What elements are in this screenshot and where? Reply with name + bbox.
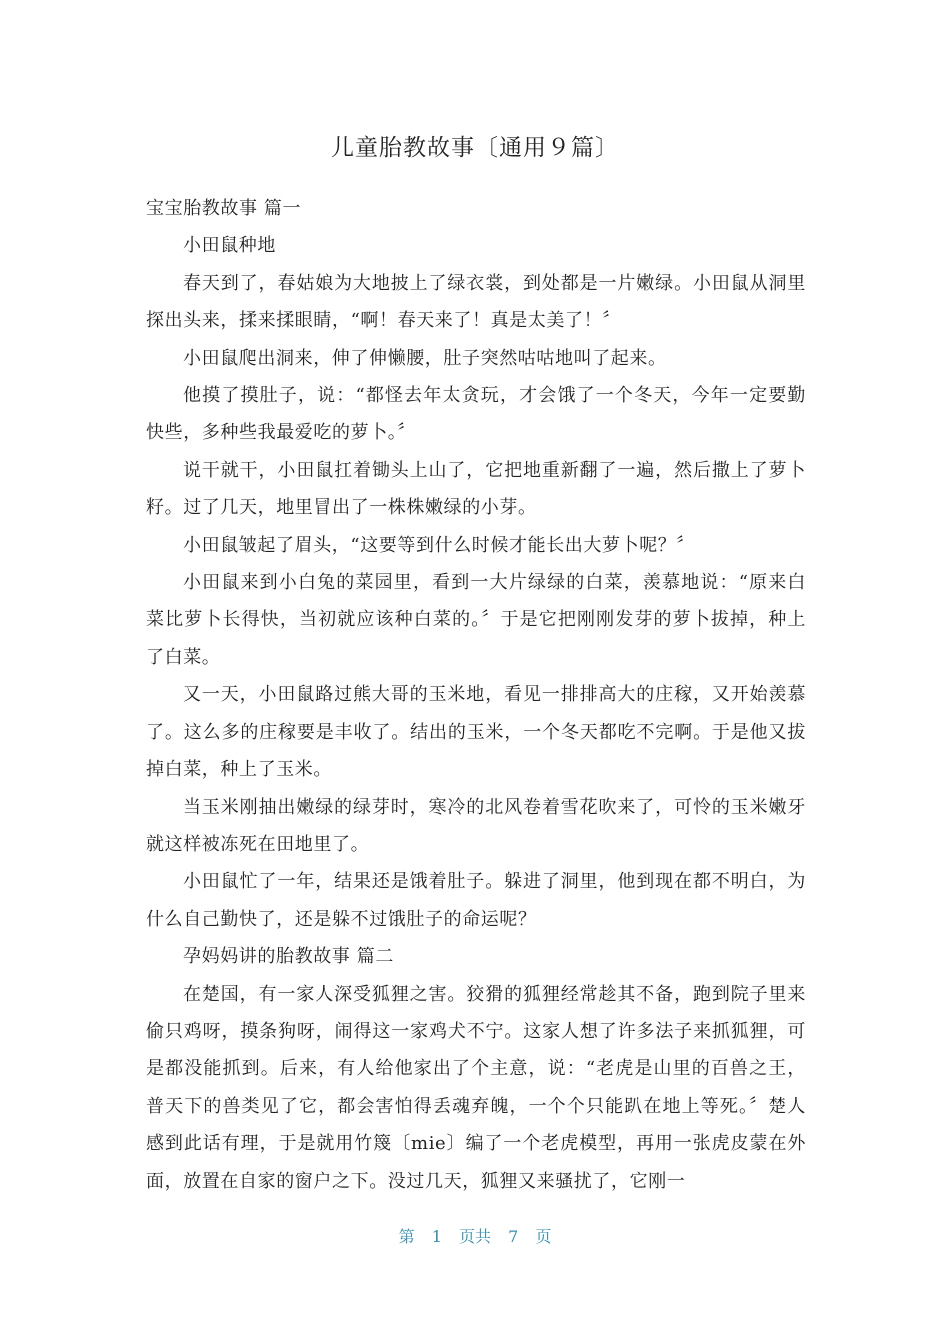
paragraph: 小田鼠来到小白兔的菜园里，看到一大片绿绿的白菜，羡慕地说：“原来白菜比萝卜长得快，当初就应该种白菜的。〞于是它把刚刚发芽的萝卜拔掉，种上了白菜。 xyxy=(146,572,806,668)
paragraph: 春天到了，春姑娘为大地披上了绿衣裳，到处都是一片嫩绿。小田鼠从洞里探出头来，揉来揉眼睛，“啊！春天来了！真是太美了！〞 xyxy=(146,272,806,332)
paragraph: 小田鼠爬出洞来，伸了伸懒腰，肚子突然咕咕地叫了起来。 xyxy=(183,347,667,369)
section-heading: 宝宝胎教故事 篇一 xyxy=(146,198,302,219)
paragraph: 小田鼠皱起了眉头，“这要等到什么时候才能长出大萝卜呢？〞 xyxy=(183,534,695,556)
footer-prefix: 第 xyxy=(398,1227,415,1246)
story-title: 小田鼠种地 xyxy=(183,235,276,257)
document-body xyxy=(146,190,806,1200)
paragraph: 在楚国，有一家人深受狐狸之害。狡猾的狐狸经常趁其不备，跑到院子里来偷只鸡呀，摸条狗呀，闹得这一家鸡犬不宁。这家人想了许多法子来抓狐狸，可是都没能抓到。后来，有人给他家出了个主意，说：“老虎是山里的百兽之王，普天下的兽类见了它，都会害怕得丢魂弃魄，一个个只能趴在地上等死。〞楚人感到此话有理，于是就用竹篾〔mie〕编了一个老虎模型，再用一张虎皮蒙在外面，放置在自家的窗户之下。没过几天，狐狸又来骚扰了，它刚一 xyxy=(146,983,806,1192)
paragraph: 说干就干，小田鼠扛着锄头上山了，它把地重新翻了一遍，然后撒上了萝卜籽。过了几天，地里冒出了一株株嫩绿的小芽。 xyxy=(146,459,806,519)
page-footer xyxy=(0,1226,950,1248)
footer-page-number: 1 xyxy=(431,1227,442,1246)
document-title: 儿童胎教故事〔通用９篇〕 xyxy=(331,135,619,161)
paragraph: 又一天，小田鼠路过熊大哥的玉米地，看见一排排高大的庄稼，又开始羡慕了。这么多的庄稼要是丰收了。结出的玉米，一个冬天都吃不完啊。于是他又拔掉白菜，种上了玉米。 xyxy=(146,684,806,781)
footer-middle: 页共 xyxy=(458,1227,491,1246)
footer-suffix: 页 xyxy=(535,1227,552,1246)
paragraph: 他摸了摸肚子，说：“都怪去年太贪玩，才会饿了一个冬天，今年一定要勤快些，多种些我最爱吃的萝卜。〞 xyxy=(146,385,806,444)
section-heading: 孕妈妈讲的胎教故事 篇二 xyxy=(183,946,394,968)
paragraph: 当玉米刚抽出嫩绿的绿芽时，寒冷的北风卷着雪花吹来了，可怜的玉米嫩牙就这样被冻死在田地里了。 xyxy=(146,796,806,855)
footer-total-pages: 7 xyxy=(508,1227,519,1246)
paragraph: 小田鼠忙了一年，结果还是饿着肚子。躲进了洞里，他到现在都不明白，为什么自己勤快了，还是躲不过饿肚子的命运呢？ xyxy=(146,871,806,930)
